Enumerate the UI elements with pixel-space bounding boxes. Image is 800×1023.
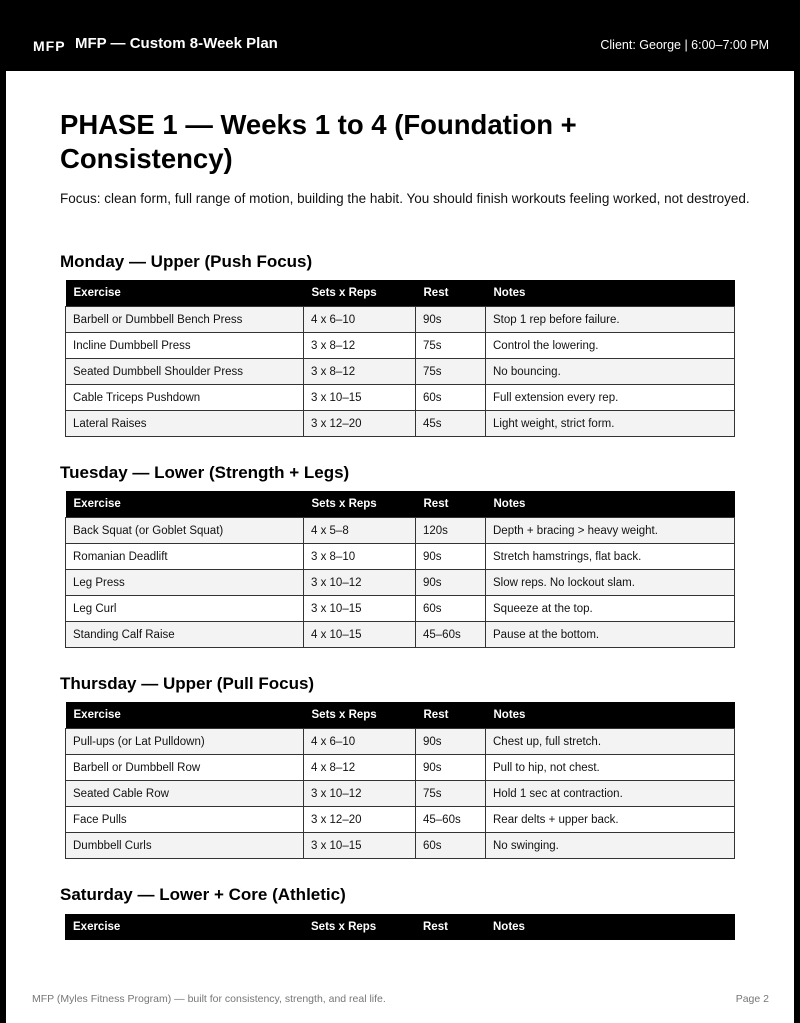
table-row [66, 544, 735, 570]
cell-notes: No bouncing. [486, 359, 735, 385]
cell-sets: 4 x 6–10 [304, 307, 416, 333]
cell-exercise: Seated Dumbbell Shoulder Press [66, 359, 304, 385]
table-row [66, 385, 735, 411]
cell-sets: 3 x 10–12 [304, 570, 416, 596]
cell-rest: 45–60s [416, 622, 486, 648]
day-title-tuesday: Tuesday — Lower (Strength + Legs) [60, 463, 350, 482]
header-bar [0, 0, 800, 71]
col-sets-reps: Sets x Reps [304, 491, 416, 518]
phase-heading: PHASE 1 — Weeks 1 to 4 (Foundation + Consistency) [60, 109, 577, 174]
col-exercise: Exercise [66, 491, 304, 518]
cell-sets: 3 x 10–15 [304, 596, 416, 622]
table-row [66, 833, 735, 859]
cell-notes: Slow reps. No lockout slam. [486, 570, 735, 596]
cell-rest: 75s [416, 333, 486, 359]
monday-table [65, 280, 735, 437]
table-row [66, 411, 735, 437]
cell-rest: 45s [416, 411, 486, 437]
cell-exercise: Pull-ups (or Lat Pulldown) [66, 729, 304, 755]
cell-notes: Full extension every rep. [486, 385, 735, 411]
brand-logo: MFP [33, 38, 66, 54]
cell-exercise: Romanian Deadlift [66, 544, 304, 570]
cell-rest: 45–60s [416, 807, 486, 833]
table-header-row [66, 280, 735, 307]
table-row [66, 359, 735, 385]
cell-rest: 90s [416, 729, 486, 755]
cell-exercise: Standing Calf Raise [66, 622, 304, 648]
cell-sets: 4 x 8–12 [304, 755, 416, 781]
cell-rest: 60s [416, 596, 486, 622]
col-sets-reps: Sets x Reps [303, 914, 415, 940]
cell-exercise: Seated Cable Row [66, 781, 304, 807]
saturday-table [65, 914, 735, 940]
cell-notes: Stretch hamstrings, flat back. [486, 544, 735, 570]
cell-notes: Stop 1 rep before failure. [486, 307, 735, 333]
col-exercise: Exercise [66, 280, 304, 307]
cell-rest: 120s [416, 518, 486, 544]
table-row [66, 307, 735, 333]
table-row [66, 622, 735, 648]
day-title-saturday: Saturday — Lower + Core (Athletic) [60, 885, 346, 904]
cell-notes: Pull to hip, not chest. [486, 755, 735, 781]
cell-exercise: Barbell or Dumbbell Row [66, 755, 304, 781]
table-row [66, 570, 735, 596]
tuesday-table [65, 491, 735, 648]
table-row [66, 807, 735, 833]
cell-rest: 90s [416, 307, 486, 333]
cell-sets: 4 x 5–8 [304, 518, 416, 544]
col-notes: Notes [486, 702, 735, 729]
client-info: Client: George | 6:00–7:00 PM [600, 38, 769, 52]
cell-notes: Rear delts + upper back. [486, 807, 735, 833]
cell-exercise: Back Squat (or Goblet Squat) [66, 518, 304, 544]
table-row [66, 729, 735, 755]
col-rest: Rest [416, 280, 486, 307]
cell-sets: 3 x 10–15 [304, 385, 416, 411]
cell-notes: Light weight, strict form. [486, 411, 735, 437]
cell-sets: 4 x 6–10 [304, 729, 416, 755]
day-title-thursday: Thursday — Upper (Pull Focus) [60, 674, 315, 693]
col-notes: Notes [486, 280, 735, 307]
cell-sets: 3 x 8–12 [304, 333, 416, 359]
table-row [66, 333, 735, 359]
cell-exercise: Incline Dumbbell Press [66, 333, 304, 359]
col-rest: Rest [416, 702, 486, 729]
document-title: MFP — Custom 8-Week Plan [75, 35, 278, 52]
page-number: Page 2 [735, 993, 769, 1005]
thursday-table [65, 702, 735, 859]
table-header-row [65, 914, 735, 940]
col-rest: Rest [416, 491, 486, 518]
cell-rest: 90s [416, 570, 486, 596]
cell-exercise: Leg Press [66, 570, 304, 596]
cell-sets: 4 x 10–15 [304, 622, 416, 648]
cell-exercise: Face Pulls [66, 807, 304, 833]
col-exercise: Exercise [66, 702, 304, 729]
col-exercise: Exercise [65, 914, 303, 940]
cell-rest: 90s [416, 544, 486, 570]
table-row [66, 518, 735, 544]
cell-sets: 3 x 8–10 [304, 544, 416, 570]
cell-sets: 3 x 12–20 [304, 807, 416, 833]
cell-notes: Squeeze at the top. [486, 596, 735, 622]
cell-rest: 90s [416, 755, 486, 781]
cell-exercise: Cable Triceps Pushdown [66, 385, 304, 411]
col-sets-reps: Sets x Reps [304, 280, 416, 307]
cell-notes: Hold 1 sec at contraction. [486, 781, 735, 807]
cell-sets: 3 x 12–20 [304, 411, 416, 437]
cell-rest: 75s [416, 359, 486, 385]
col-notes: Notes [485, 914, 735, 940]
table-row [66, 781, 735, 807]
table-row [66, 755, 735, 781]
table-row [66, 596, 735, 622]
phase-focus-text: Focus: clean form, full range of motion, building the habit. You should finish workouts feeling worked, not destroyed. [60, 191, 750, 206]
cell-exercise: Leg Curl [66, 596, 304, 622]
cell-notes: Chest up, full stretch. [486, 729, 735, 755]
cell-rest: 60s [416, 833, 486, 859]
cell-sets: 3 x 10–12 [304, 781, 416, 807]
cell-notes: Depth + bracing > heavy weight. [486, 518, 735, 544]
table-header-row [66, 702, 735, 729]
col-sets-reps: Sets x Reps [304, 702, 416, 729]
footer-tagline: MFP (Myles Fitness Program) — built for consistency, strength, and real life. [32, 993, 386, 1005]
col-notes: Notes [486, 491, 735, 518]
cell-exercise: Dumbbell Curls [66, 833, 304, 859]
cell-sets: 3 x 10–15 [304, 833, 416, 859]
cell-exercise: Lateral Raises [66, 411, 304, 437]
table-header-row [66, 491, 735, 518]
col-rest: Rest [415, 914, 485, 940]
cell-exercise: Barbell or Dumbbell Bench Press [66, 307, 304, 333]
cell-notes: No swinging. [486, 833, 735, 859]
cell-rest: 60s [416, 385, 486, 411]
cell-notes: Pause at the bottom. [486, 622, 735, 648]
cell-notes: Control the lowering. [486, 333, 735, 359]
cell-rest: 75s [416, 781, 486, 807]
cell-sets: 3 x 8–12 [304, 359, 416, 385]
day-title-monday: Monday — Upper (Push Focus) [60, 252, 313, 271]
